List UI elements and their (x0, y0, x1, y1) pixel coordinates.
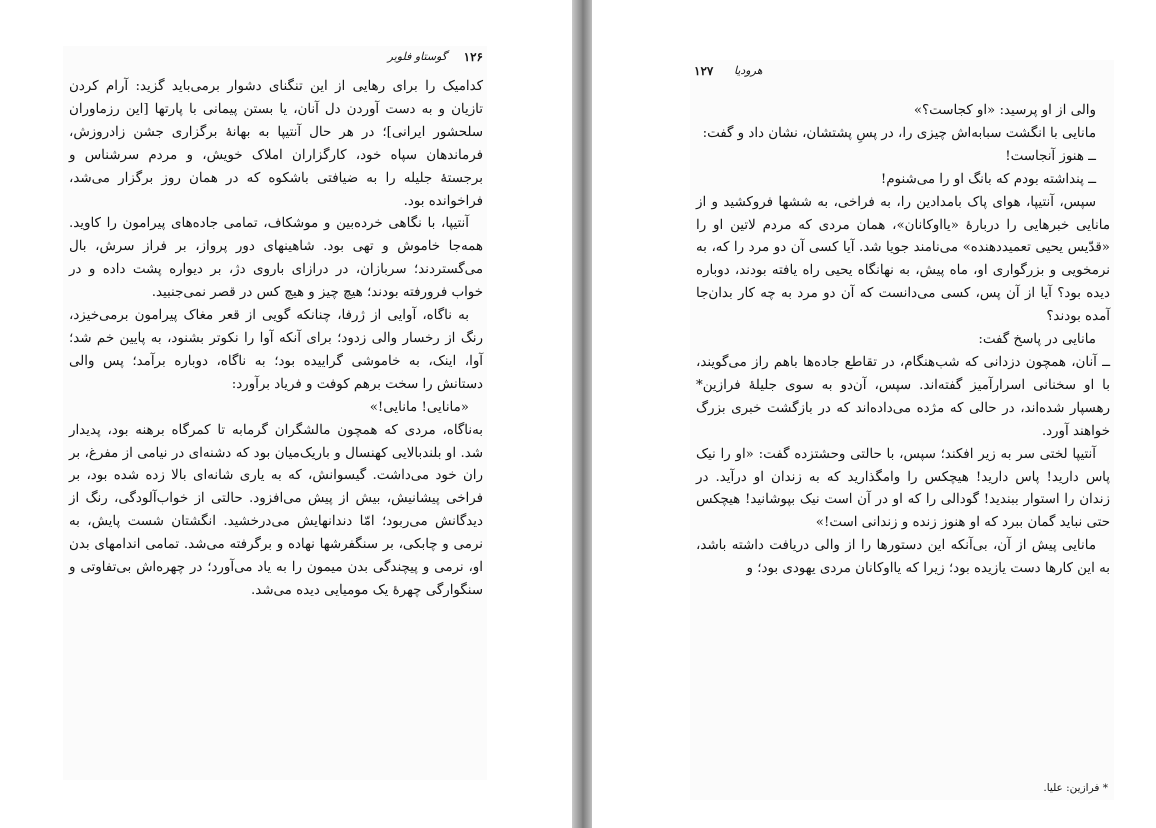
page-number: ۱۲۷ (694, 64, 714, 78)
paragraph: ــ پنداشته بودم که بانگ او را می‌شنوم! (880, 171, 1096, 187)
book-gutter (572, 0, 592, 828)
right-page-header (690, 64, 1114, 84)
left-page-header (63, 50, 487, 70)
footnote: * فرازین: علیا. (1043, 782, 1108, 794)
left-page-body (69, 76, 483, 603)
left-page (63, 46, 487, 780)
paragraph: ــ آنان، همچون دزدانی که شب‌هنگام، در تقاطع جاده‌ها باهم راز می‌گویند، با او سخنانی اسرارآمیز گفته‌اند. سپس، آن‌دو به سوی جلیلهٔ فرازین* رهسپار شده‌اند، در حالی که مژده می‌داده‌اند که در بازگشت خبری بزرگ خواهند آورد. (696, 354, 1110, 439)
paragraph: «مانایی! مانایی!» (369, 399, 469, 415)
right-page-body (696, 100, 1110, 581)
paragraph: سپس، آنتیپا، هوای پاک بامدادین را، به فراخی، به ششها فروکشید و از مانایی خبرهایی را دربارهٔ «یااوکانان»، همان مردی که مردم لاتین او را «قدّیس یحیی تعمیددهنده» می‌نامند جویا شد. آیا کسی آن دو مرد را که، به نرمخویی و بزرگواری او، ماه پیش، به نهانگاه یحیی راه یافته بودند، دوباره دیده بود؟ آیا از آن پس، کسی می‌دانست که آن دو مرد به چه کار بدان‌جا آمده بودند؟ (696, 194, 1110, 325)
paragraph: مانایی در پاسخ گفت: (978, 332, 1096, 348)
running-head: هرودیا (734, 64, 763, 77)
paragraph: آنتیپا، با نگاهی خرده‌بین و موشکاف، تمامی جاده‌های پیرامون را کاوید. همه‌جا خاموش و تهی بود. شاهینهای دور پرواز، بر فراز سرش، بال می‌گستردند؛ سربازان، در درازای باروی دژ، بر دیواره پشت داده و در خواب فرورفته بودند؛ هیچ چیز و هیچ کس در قصر نمی‌جنبید. (69, 216, 483, 301)
paragraph: آنتیپا لختی سر به زیر افکند؛ سپس، با حالتی وحشتزده گفت: «او را نیک پاس دارید! پاس دارید! هیچکس را وامگذارید که به زندان او درآید. در زندان را استوار ببندید! گودالی را که او در آن است نیک بپوشانید! هیچکس حتی نباید گمان ببرد که او هنوز زنده و زندانی است!» (696, 446, 1110, 531)
page-number: ۱۲۶ (463, 50, 483, 64)
paragraph: مانایی پیش از آن، بی‌آنکه این دستورها را از والی دریافت داشته باشد، به این کارها دست یازیده بود؛ زیرا که یااوکانان مردی یهودی بود؛ و (696, 538, 1110, 577)
running-head: گوستاو فلوبر (387, 50, 447, 63)
paragraph: والی از او پرسید: «او کجاست؟» (913, 103, 1096, 118)
paragraph: کدامیک را برای رهایی از این تنگنای دشوار برمی‌باید گزید: آرام کردن تازیان و به دست آوردن دل آنان، یا بستن پیمانی با پارتها [این رزماوران سلحشور ایرانی]؛ در هر حال آنتیپا به بهانهٔ برگزاری جشن زادروزش، فرماندهان سپاه خود، کارگزاران املاک خویش، و مردم سرشناس و برجستهٔ جلیله را به ضیافتی باشکوه که در همان روز برگزار می‌شد، فراخوانده بود. (69, 79, 483, 209)
right-page (690, 60, 1114, 800)
paragraph: ــ هنوز آنجاست! (1005, 148, 1096, 164)
paragraph: به ناگاه، آوایی از ژرفا، چنانکه گویی از قعر مغاک پیرامون برمی‌خیزد، رنگ از رخسار والی زدود؛ برای آنکه آوا را نکوتر بشنود، به پایین خم شد؛ آوا، اینک، به خاموشی گراییده بود؛ به ناگاه، دوباره برآمد؛ پس والی دستانش را سخت برهم کوفت و فریاد برآورد: (69, 308, 483, 392)
paragraph: مانایی با انگشت سبابه‌اش چیزی را، در پسِ پشتشان، نشان داد و گفت: (702, 125, 1096, 141)
paragraph: به‌ناگاه، مردی که همچون مالشگران گرمابه تا کمرگاه برهنه بود، پدیدار شد. او بلندبالایی کهنسال و باریک‌میان بود که دشنه‌ای در نیامی از مفرغ، بر ران خود می‌داشت. گیسوانش، که به یاری شانه‌ای بالا زده شده بود، بر فراخی پیشانیش، بیش از پیش می‌افزود. حالتی از خواب‌آلودگی، رنگ از دیدگانش می‌ربود؛ امّا دندانهایش می‌درخشید. انگشتان شست پایش، به نرمی و چابکی، بر سنگفرشها نهاده و برگرفته می‌شد. تمامی اندامهای بدن او، نرمی و پیچندگی بدن میمون را به یاد می‌آورد؛ در چهره‌اش بی‌تفاوتی و سنگوارگی چهرهٔ یک مومیایی دیده می‌شد. (69, 422, 483, 598)
